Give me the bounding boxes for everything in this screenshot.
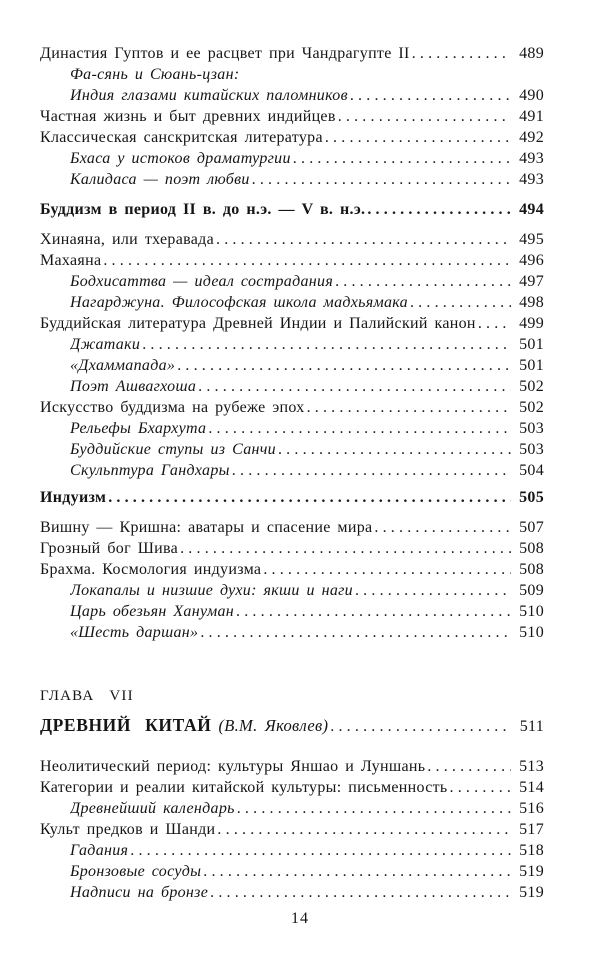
- entry-page: 501: [519, 336, 544, 353]
- entry-title: Скульптура Гандхары: [70, 462, 230, 479]
- entry-title: Индия глазами китайских паломников: [70, 87, 348, 104]
- entry-title: Вишну — Кришна: аватары и спасение мира: [40, 519, 373, 536]
- toc-entry: [40, 294, 544, 315]
- toc-entry: [40, 884, 544, 905]
- toc-entry: [40, 561, 544, 582]
- toc-entry: [40, 357, 544, 378]
- entry-title: ДРЕВНИЙ КИТАЙ: [40, 715, 212, 735]
- entry-title: Брахма. Космология индуизма: [40, 561, 262, 578]
- toc-entry: [40, 779, 544, 800]
- entry-page: 497: [519, 273, 544, 290]
- toc-entry: [40, 129, 544, 150]
- table-of-contents: [40, 45, 544, 905]
- dot-leader: [478, 315, 511, 333]
- dot-leader: [236, 603, 511, 621]
- entry-page: 496: [519, 252, 544, 269]
- dot-leader: [232, 462, 511, 480]
- entry-page: 492: [519, 129, 544, 146]
- toc-entry: [40, 603, 544, 624]
- entry-page: 503: [519, 441, 544, 458]
- entry-page: 489: [519, 45, 544, 62]
- dot-leader: [374, 519, 511, 537]
- entry-title: Надписи на бронзе: [70, 884, 209, 901]
- dot-leader: [198, 378, 511, 396]
- toc-entry: [40, 624, 544, 645]
- toc-entry: [40, 800, 544, 821]
- entry-page: 502: [519, 378, 544, 395]
- entry-title: «Шесть даршан»: [70, 624, 199, 641]
- chapter-title: [40, 715, 544, 739]
- entry-page: 493: [519, 171, 544, 188]
- entry-page: 502: [519, 399, 544, 416]
- dot-leader: [412, 45, 511, 63]
- dot-leader: [200, 624, 511, 642]
- dot-leader: [335, 273, 511, 291]
- entry-title: Искусство буддизма на рубеже эпох: [40, 399, 305, 416]
- toc-entry: [40, 87, 544, 108]
- toc-entry: [40, 273, 544, 294]
- dot-leader: [180, 540, 511, 558]
- dot-leader: [410, 294, 511, 312]
- toc-entry: [40, 252, 544, 273]
- toc-entry: [40, 863, 544, 884]
- entry-page: 491: [519, 108, 544, 125]
- entry-page: 503: [519, 420, 544, 437]
- dot-leader: [208, 420, 511, 438]
- toc-entry: [40, 171, 544, 192]
- folio-page-number: 14: [291, 910, 309, 927]
- entry-page: 511: [519, 718, 544, 735]
- entry-page: 516: [519, 800, 544, 817]
- dot-leader: [108, 489, 511, 507]
- entry-title: Буддийская литература Древней Индии и Палийский канон: [40, 315, 476, 332]
- toc-entry: [40, 231, 544, 252]
- entry-page: 498: [519, 294, 544, 311]
- entry-title: Фа-сянь и Сюань-цзан:: [70, 66, 240, 83]
- entry-page: 495: [519, 231, 544, 248]
- entry-page: 508: [519, 561, 544, 578]
- entry-title: Классическая санскритская литература: [40, 129, 323, 146]
- dot-leader: [355, 582, 511, 600]
- entry-page: 490: [519, 87, 544, 104]
- entry-page: 505: [519, 489, 544, 506]
- entry-title: Хинаяна, или тхеравада: [40, 231, 214, 248]
- entry-page: 508: [519, 540, 544, 557]
- toc-section-heading: [40, 201, 544, 222]
- entry-title: Категории и реалии китайской культуры: письменность: [40, 779, 448, 796]
- toc-entry: [40, 378, 544, 399]
- entry-title: Буддийские ступы из Санчи: [70, 441, 276, 458]
- dot-leader: [307, 399, 511, 417]
- dot-leader: [325, 129, 511, 147]
- entry-title: «Дхаммапада»: [70, 357, 176, 374]
- dot-leader: [103, 252, 511, 270]
- entry-page: 517: [519, 821, 544, 838]
- entry-title: Поэт Ашвагхоша: [70, 378, 197, 395]
- entry-title: Бодхисаттва — идеал сострадания: [70, 273, 334, 290]
- toc-entry: [40, 66, 544, 87]
- toc-entry: [40, 519, 544, 540]
- entry-title: Неолитический период: культуры Яншао и Луншань: [40, 758, 426, 775]
- entry-page: 510: [519, 624, 544, 641]
- entry-page: 519: [519, 884, 544, 901]
- dot-leader: [350, 87, 511, 105]
- entry-title: Грозный бог Шива: [40, 540, 179, 557]
- dot-leader: [130, 842, 511, 860]
- toc-entry: [40, 821, 544, 842]
- entry-title: Локапалы и низшие духи: якши и наги: [70, 582, 353, 599]
- toc-entry: [40, 582, 544, 603]
- toc-section-heading: [40, 489, 544, 510]
- toc-entry: [40, 540, 544, 561]
- toc-entry: [40, 336, 544, 357]
- dot-leader: [203, 863, 511, 881]
- entry-title: Бхаса у истоков драматургии: [70, 150, 291, 167]
- entry-title: Частная жизнь и быт древних индийцев: [40, 108, 336, 125]
- toc-entry: [40, 399, 544, 420]
- entry-title: Бронзовые сосуды: [70, 863, 202, 880]
- toc-entry: [40, 842, 544, 863]
- toc-entry: [40, 150, 544, 171]
- dot-leader: [217, 821, 511, 839]
- toc-entry: [40, 45, 544, 66]
- entry-title: ГЛАВА VII: [40, 688, 134, 704]
- toc-entry: [40, 108, 544, 129]
- toc-entry: [40, 462, 544, 483]
- entry-page: 493: [519, 150, 544, 167]
- entry-page: 514: [519, 779, 544, 796]
- entry-page: 519: [519, 863, 544, 880]
- entry-page: 513: [519, 758, 544, 775]
- dot-leader: [367, 201, 511, 219]
- entry-page: 507: [519, 519, 544, 536]
- dot-leader: [177, 357, 511, 375]
- entry-page: 494: [519, 201, 544, 218]
- dot-leader: [338, 108, 511, 126]
- entry-title: Гадания: [70, 842, 129, 859]
- dot-leader: [142, 336, 511, 354]
- entry-page: 509: [519, 582, 544, 599]
- chapter-author: (В.М. Яковлев): [218, 716, 329, 735]
- entry-page: 504: [519, 462, 544, 479]
- dot-leader: [450, 779, 511, 797]
- entry-title: Джатаки: [70, 336, 141, 353]
- dot-leader: [210, 884, 511, 902]
- entry-title: Индуизм: [40, 489, 107, 506]
- entry-title: Царь обезьян Хануман: [70, 603, 235, 620]
- toc-entry: [40, 758, 544, 779]
- entry-title: Династия Гуптов и ее расцвет при Чандрагупте II: [40, 45, 410, 62]
- entry-page: 510: [519, 603, 544, 620]
- entry-page: 499: [519, 315, 544, 332]
- dot-leader: [216, 231, 511, 249]
- entry-title: Культ предков и Шанди: [40, 821, 216, 838]
- entry-title: Нагарджуна. Философская школа мадхьямака: [70, 294, 408, 311]
- dot-leader: [293, 150, 511, 168]
- entry-title: Калидаса — поэт любви: [70, 171, 250, 188]
- chapter-label: [40, 688, 544, 709]
- toc-entry: [40, 441, 544, 462]
- dot-leader: [278, 441, 511, 459]
- toc-entry: [40, 315, 544, 336]
- dot-leader: [427, 758, 511, 776]
- dot-leader: [237, 800, 511, 818]
- entry-page: 501: [519, 357, 544, 374]
- entry-title: Рельефы Бхархута: [70, 420, 207, 437]
- toc-entry: [40, 420, 544, 441]
- entry-page: 518: [519, 842, 544, 859]
- dot-leader: [330, 718, 511, 736]
- entry-title: Буддизм в период II в. до н.э. — V в. н.э.: [40, 201, 366, 218]
- entry-title: Древнейший календарь: [70, 800, 235, 817]
- dot-leader: [252, 171, 511, 189]
- entry-title: Махаяна: [40, 252, 102, 269]
- dot-leader: [263, 561, 511, 579]
